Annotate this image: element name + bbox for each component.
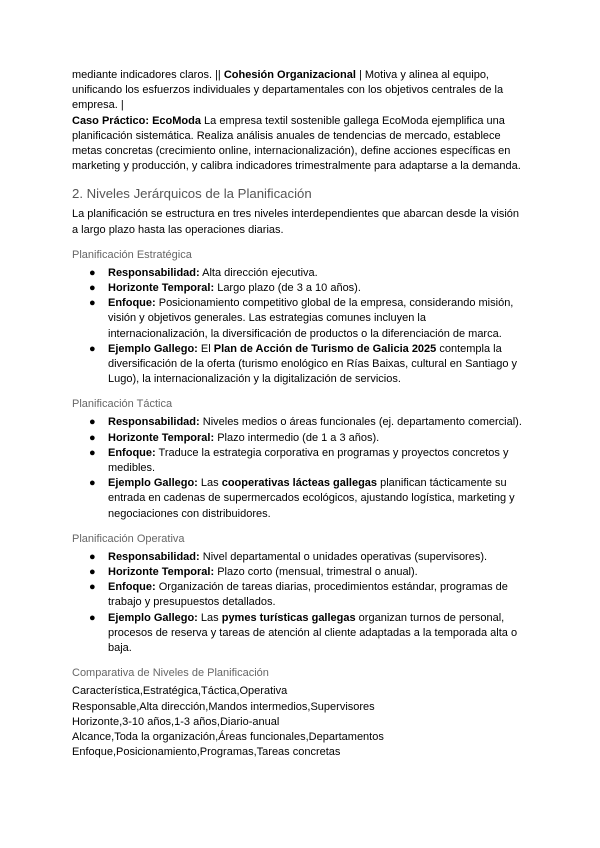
- item-text: Nivel departamental o unidades operativas (supervisores).: [199, 550, 488, 563]
- level-heading: Planificación Operativa: [72, 532, 185, 545]
- list-item: [72, 611, 528, 657]
- list-item: [72, 342, 528, 388]
- list-item: [72, 431, 528, 446]
- comparison-table: [72, 684, 528, 760]
- bullet-icon: ●: [89, 431, 96, 444]
- table-row: Característica,Estratégica,Táctica,Operativa: [72, 685, 288, 698]
- list-item: [72, 476, 528, 522]
- bullet-icon: ●: [89, 282, 96, 295]
- item-text: Largo plazo (de 3 a 10 años).: [214, 282, 361, 295]
- table-row: Enfoque,Posicionamiento,Programas,Tareas concretas: [72, 746, 341, 759]
- item-highlight: cooperativas lácteas gallegas: [221, 477, 378, 490]
- item-text-end: organizan turnos de personal, procesos de reserva y tareas de atención al cliente adaptadas a la temporada alta o baja.: [108, 611, 518, 655]
- list-item: [72, 415, 528, 430]
- section-intro: La planificación se estructura en tres niveles interdependientes que abarcan desde la visión a largo plazo hasta las operaciones diarias.: [72, 208, 520, 236]
- bullet-icon: ●: [89, 550, 96, 563]
- item-text: Niveles medios o áreas funcionales (ej. departamento comercial).: [199, 416, 522, 429]
- item-label: Responsabilidad:: [108, 550, 200, 563]
- list-item: [72, 296, 528, 342]
- item-label: Ejemplo Gallego:: [108, 342, 198, 355]
- list-item: [72, 266, 528, 281]
- level-strategic: [72, 248, 528, 388]
- item-text: Alta dirección ejecutiva.: [199, 266, 318, 279]
- bullet-icon: ●: [89, 297, 96, 310]
- list-item: [72, 550, 528, 565]
- item-label: Enfoque:: [108, 446, 156, 459]
- cohesion-label: Cohesión Organizacional: [223, 69, 356, 81]
- item-text: Traduce la estrategia corporativa en programas y proyectos concretos y medibles.: [108, 446, 509, 475]
- level-list: [72, 415, 528, 521]
- bullet-icon: ●: [89, 477, 96, 490]
- item-text: Posicionamiento competitivo global de la empresa, considerando misión, visión y objetivos generales. Las estrategias comunes incluyen la internacionalización, la diversificación de productos o la diferenciación de marca.: [108, 297, 514, 340]
- table-row: Alcance,Toda la organización,Áreas funcionales,Departamentos: [72, 730, 384, 743]
- item-text: Plazo corto (mensual, trimestral o anual).: [214, 566, 418, 579]
- item-label: Horizonte Temporal:: [108, 566, 215, 579]
- bullet-icon: ●: [89, 266, 96, 279]
- item-label: Horizonte Temporal:: [108, 282, 215, 295]
- intro-text-start: mediante indicadores claros. ||: [72, 69, 224, 81]
- item-label: Horizonte Temporal:: [108, 431, 215, 444]
- bullet-icon: ●: [89, 342, 96, 355]
- item-text: El: [197, 342, 214, 355]
- level-heading: Planificación Estratégica: [72, 248, 192, 261]
- bullet-icon: ●: [89, 611, 96, 624]
- item-text-end: planifican tácticamente su entrada en cadenas de supermercados ecológicos, ajustando logística, marketing y negociaciones con distribuidores.: [108, 477, 515, 520]
- level-tactical: [72, 397, 528, 521]
- level-list: [72, 550, 528, 656]
- item-text: Organización de tareas diarias, procedimientos estándar, programas de trabajo y presupuestos detallados.: [108, 581, 508, 609]
- list-item: [72, 565, 528, 580]
- bullet-icon: ●: [89, 416, 96, 429]
- item-label: Enfoque:: [108, 297, 156, 310]
- item-highlight: pymes turísticas gallegas: [221, 611, 356, 624]
- list-item: [72, 446, 528, 476]
- item-label: Ejemplo Gallego:: [108, 477, 198, 490]
- level-list: [72, 266, 528, 388]
- item-text: Plazo intermedio (de 1 a 3 años).: [214, 431, 380, 444]
- list-item: [72, 281, 528, 296]
- case-label: Caso Práctico: EcoModa: [72, 114, 201, 127]
- bullet-icon: ●: [89, 566, 96, 579]
- item-text: Las: [197, 611, 222, 624]
- bullet-icon: ●: [89, 446, 96, 459]
- comparison-heading: Comparativa de Niveles de Planificación: [72, 667, 269, 680]
- table-row: Responsable,Alta dirección,Mandos intermedios,Supervisores: [72, 700, 375, 713]
- case-text: La empresa textil sostenible gallega EcoModa ejemplifica una planificación sistemática. Realiza análisis anuales de tendencias de mercado, establece metas concretas (crecimiento online, internacionalización), define acciones específicas en marketing y producción, y calibra indicadores trimestralmente para adaptarse a la demanda.: [72, 114, 521, 173]
- item-label: Responsabilidad:: [108, 266, 200, 279]
- item-label: Responsabilidad:: [108, 416, 200, 429]
- item-text: Las: [197, 477, 222, 490]
- table-row: Horizonte,3-10 años,1-3 años,Diario-anual: [72, 715, 280, 728]
- level-operational: [72, 532, 528, 656]
- bullet-icon: ●: [89, 581, 96, 594]
- intro-paragraph: [72, 68, 528, 114]
- section-heading: 2. Niveles Jerárquicos de la Planificación: [72, 186, 312, 202]
- item-label: Ejemplo Gallego:: [108, 611, 198, 624]
- level-heading: Planificación Táctica: [72, 398, 173, 411]
- item-highlight: Plan de Acción de Turismo de Galicia 2025: [213, 342, 437, 355]
- case-paragraph: [72, 114, 528, 175]
- list-item: [72, 580, 528, 610]
- document-page: [72, 68, 528, 760]
- item-text-end: contempla la diversificación de la oferta (turismo enológico en Rías Baixas, cultural en Santiago y Lugo), la internacionalización y la digitalización de servicios.: [108, 342, 518, 386]
- item-label: Enfoque:: [108, 581, 156, 594]
- intro-text-end: | Motiva y alinea al equipo, unificando los esfuerzos individuales y departamentales con los objetivos centrales de la empresa. |: [72, 69, 504, 112]
